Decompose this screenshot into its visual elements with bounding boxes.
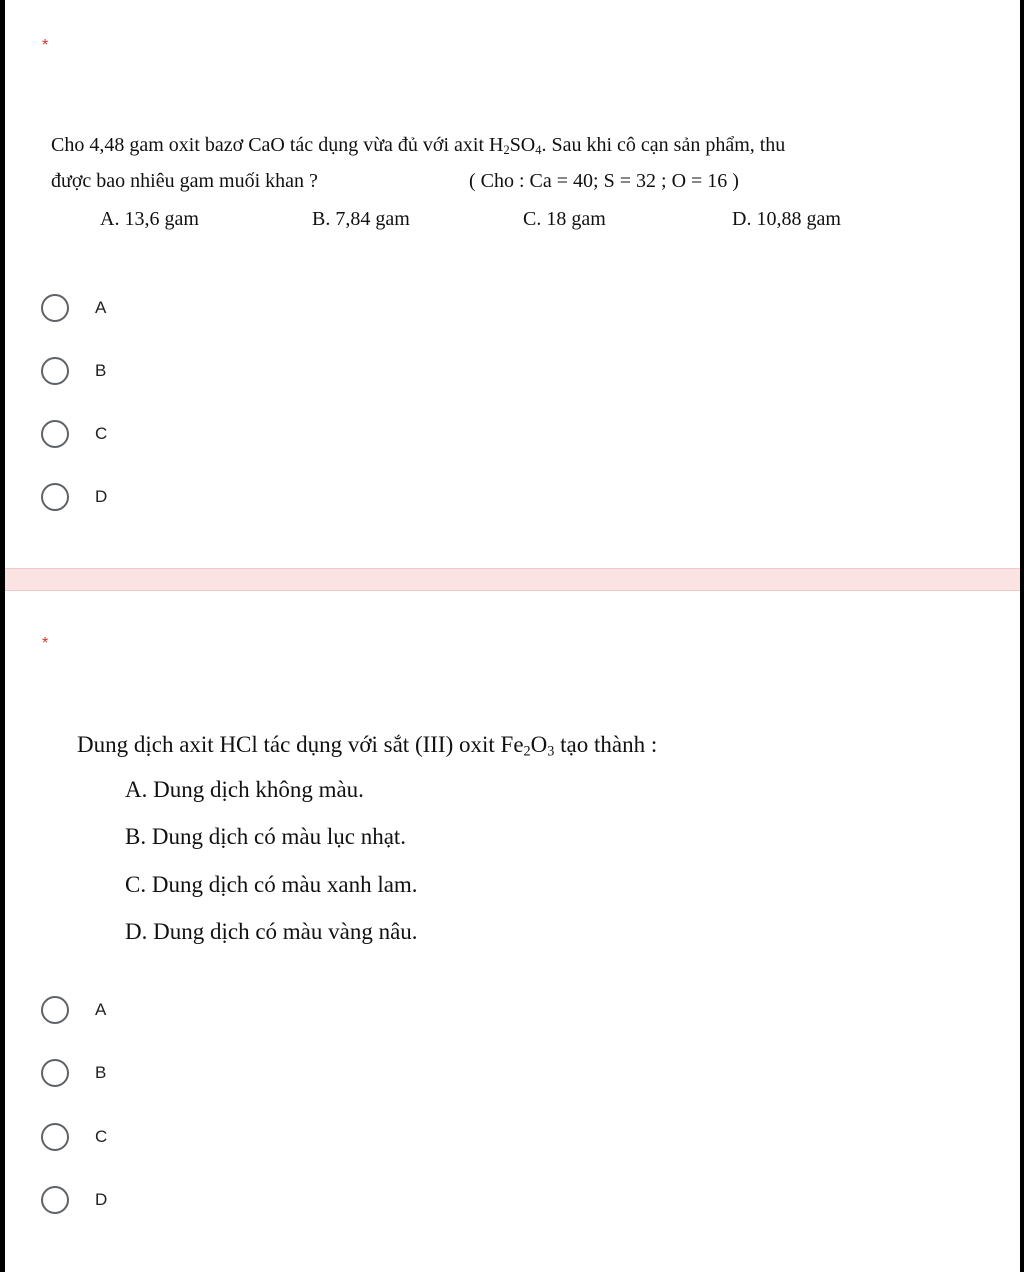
question-1-option-b[interactable] — [41, 351, 106, 391]
question-1-image-choice-d: D. 10,88 gam — [732, 208, 841, 230]
radio-button[interactable] — [41, 420, 69, 448]
option-label: B — [95, 1063, 107, 1082]
question-2-image-choice-a: A. Dung dịch không màu. — [125, 777, 364, 802]
question-1-option-a[interactable] — [41, 288, 106, 328]
question-2-image-choice-b: B. Dung dịch có màu lục nhạt. — [125, 824, 407, 849]
question-2-option-c[interactable] — [41, 1117, 107, 1157]
question-2-image-choice-d: D. Dung dịch có màu vàng nâu. — [125, 919, 418, 944]
right-edge — [1020, 0, 1024, 1272]
option-label: D — [95, 487, 108, 506]
radio-button[interactable] — [41, 483, 69, 511]
question-1-image-choice-a: A. 13,6 gam — [100, 208, 199, 230]
question-1-image-choice-c: C. 18 gam — [523, 208, 606, 230]
radio-button[interactable] — [41, 1186, 69, 1214]
question-1-image-choice-b: B. 7,84 gam — [312, 208, 410, 230]
question-2-option-d[interactable] — [41, 1180, 107, 1220]
radio-button[interactable] — [41, 996, 69, 1024]
option-label: C — [95, 1127, 108, 1146]
radio-button[interactable] — [41, 294, 69, 322]
question-2-option-a[interactable] — [41, 990, 106, 1030]
radio-button[interactable] — [41, 1123, 69, 1151]
option-label: D — [95, 1190, 108, 1209]
required-asterisk: * — [42, 635, 49, 652]
question-2-image-choice-c: C. Dung dịch có màu xanh lam. — [125, 872, 418, 897]
question-1-text-line-2: được bao nhiêu gam muối khan ? — [51, 170, 318, 192]
option-label: B — [95, 361, 107, 380]
question-separator — [5, 568, 1020, 591]
question-1-text-line-1: Cho 4,48 gam oxit bazơ CaO tác dụng vừa đủ với axit $H_2SO_4$. Sau khi cô cạn sản phẩm, thu — [51, 134, 786, 158]
option-label: C — [95, 424, 108, 443]
option-label: A — [95, 298, 107, 317]
radio-button[interactable] — [41, 357, 69, 385]
option-label: A — [95, 1000, 107, 1019]
question-1-hint: ( Cho : Ca = 40; S = 32 ; O = 16 ) — [469, 170, 739, 192]
required-asterisk: * — [42, 37, 49, 54]
question-1-option-d[interactable] — [41, 477, 107, 517]
radio-button[interactable] — [41, 1059, 69, 1087]
question-card-1 — [5, 0, 1020, 568]
question-2-text: Dung dịch axit HCl tác dụng với sắt (III) oxit $Fe_2O_3$ tạo thành : — [77, 732, 658, 760]
question-card-2 — [5, 591, 1020, 1272]
question-2-option-b[interactable] — [41, 1053, 106, 1093]
question-1-option-c[interactable] — [41, 414, 107, 454]
